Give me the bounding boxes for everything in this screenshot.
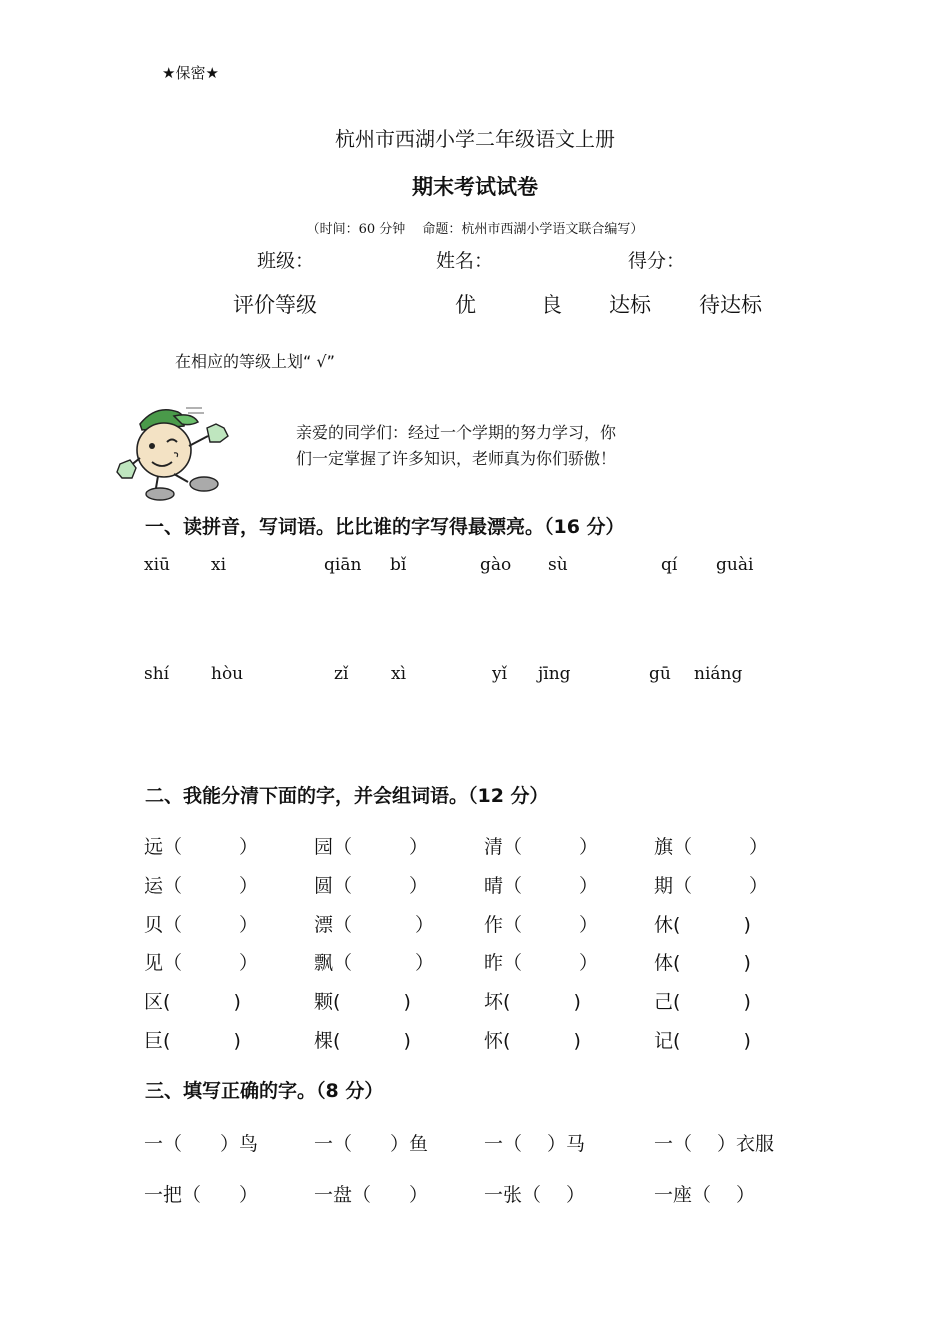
evaluation-instruction: 在相应的等级上划“ √” [175, 352, 335, 371]
word-group-item: 飘（ ） [314, 952, 435, 974]
word-group-item: 圆（ ） [314, 875, 429, 897]
grade-level-good: 良 [541, 293, 562, 317]
word-group-item: 清（ ） [484, 836, 599, 858]
word-group-item: 旗（ ） [654, 836, 769, 858]
pinyin-syllable: xì [391, 664, 407, 684]
word-group-item: 漂（ ） [314, 914, 435, 936]
word-group-item: 颗( ) [314, 991, 411, 1013]
section1-heading: 一、读拼音，写词语。比比谁的字写得最漂亮。（16 分） [145, 516, 625, 538]
fill-blank-item: 一（ ）衣服 [654, 1133, 775, 1155]
fill-blank-item: 一（ ）鱼 [314, 1133, 429, 1155]
pinyin-syllable: jīng [538, 664, 571, 684]
word-group-item: 贝（ ） [144, 914, 259, 936]
exam-subtitle: （时间：60 分钟 命题：杭州市西湖小学语文联合编写） [306, 222, 644, 237]
word-group-item: 远（ ） [144, 836, 259, 858]
fill-blank-item: 一把（ ） [144, 1184, 259, 1206]
word-group-item: 记( ) [654, 1030, 751, 1052]
grade-level-excellent: 优 [455, 293, 476, 317]
word-group-item: 园（ ） [314, 836, 429, 858]
section3-heading: 三、填写正确的字。（8 分） [145, 1080, 384, 1102]
name-label: 姓名： [436, 250, 494, 272]
word-group-item: 体( ) [654, 952, 751, 974]
word-group-item: 怀( ) [484, 1030, 581, 1052]
grade-level-pass: 达标 [609, 293, 651, 317]
pinyin-syllable: zǐ [334, 664, 349, 684]
word-group-item: 区( ) [144, 991, 241, 1013]
section2-heading: 二、我能分清下面的字，并会组词语。（12 分） [145, 785, 549, 807]
pinyin-syllable: qí [661, 555, 678, 575]
fill-blank-item: 一（ ）马 [484, 1133, 586, 1155]
pinyin-syllable: sù [548, 555, 568, 575]
fill-blank-item: 一座（ ） [654, 1184, 756, 1206]
pinyin-syllable: bǐ [390, 555, 407, 575]
word-group-item: 见（ ） [144, 952, 259, 974]
pinyin-syllable: shí [144, 664, 170, 684]
word-group-item: 棵( ) [314, 1030, 411, 1052]
cartoon-mascot-illustration [112, 402, 237, 504]
pinyin-syllable: yǐ [492, 664, 508, 684]
pinyin-syllable: hòu [211, 664, 244, 684]
word-group-item: 运（ ） [144, 875, 259, 897]
confidential-mark: ★保密★ [162, 64, 219, 82]
word-group-item: 作（ ） [484, 914, 599, 936]
pinyin-syllable: niáng [694, 664, 743, 684]
word-group-item: 巨( ) [144, 1030, 241, 1052]
fill-blank-item: 一（ ）鸟 [144, 1133, 259, 1155]
pinyin-syllable: xi [211, 555, 227, 575]
greeting-line2: 们一定掌握了许多知识，老师真为你们骄傲！ [296, 449, 617, 468]
word-group-item: 休( ) [654, 914, 751, 936]
pinyin-syllable: qiān [324, 555, 362, 575]
word-group-item: 己( ) [654, 991, 751, 1013]
exam-title-line2: 期末考试试卷 [412, 175, 538, 199]
word-group-item: 晴（ ） [484, 875, 599, 897]
pinyin-syllable: xiū [144, 555, 170, 575]
pinyin-syllable: gào [480, 555, 512, 575]
evaluation-label: 评价等级 [233, 293, 317, 317]
greeting-line1: 亲爱的同学们：经过一个学期的努力学习，你 [296, 423, 617, 442]
class-label: 班级： [257, 250, 315, 272]
word-group-item: 昨（ ） [484, 952, 599, 974]
pinyin-syllable: gū [649, 664, 671, 684]
score-label: 得分： [628, 250, 686, 272]
fill-blank-item: 一张（ ） [484, 1184, 586, 1206]
fill-blank-item: 一盘（ ） [314, 1184, 429, 1206]
pinyin-syllable: guài [716, 555, 754, 575]
exam-title-line1: 杭州市西湖小学二年级语文上册 [335, 127, 615, 151]
grade-level-pending: 待达标 [699, 293, 762, 317]
word-group-item: 期（ ） [654, 875, 769, 897]
word-group-item: 坏( ) [484, 991, 581, 1013]
